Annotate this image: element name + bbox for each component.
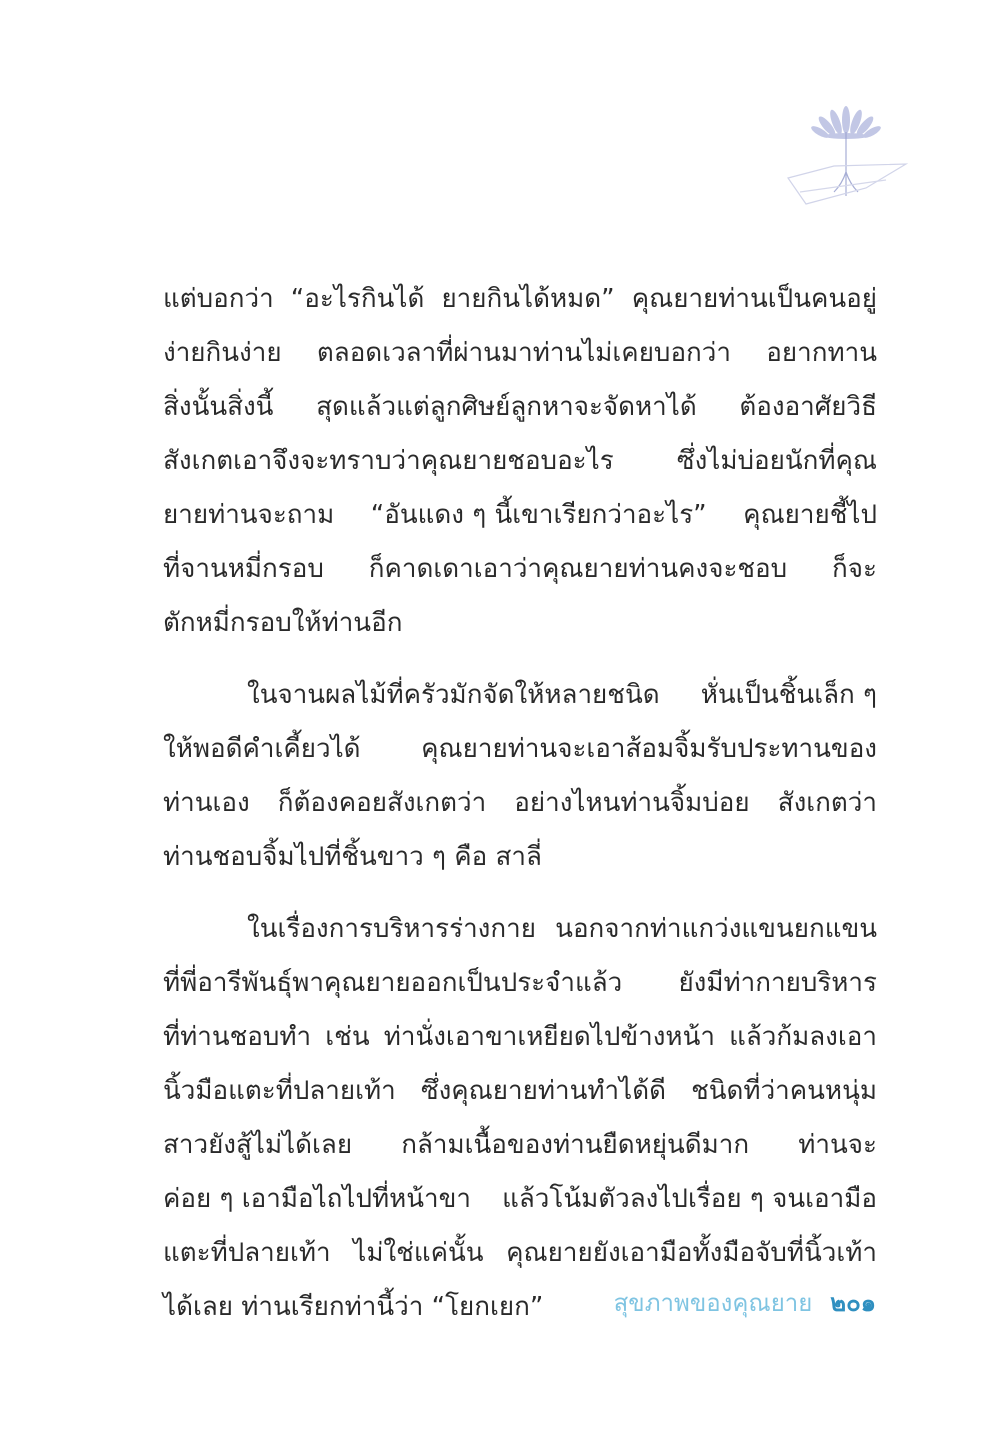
- text-segment: ที่จานหมี่กรอบ: [163, 554, 324, 584]
- text-segment: ให้พอดีคำเคี้ยวได้: [163, 734, 361, 764]
- text-line: [163, 596, 877, 650]
- text-segment: ซึ่งคุณยายท่านทำได้ดี: [420, 1076, 666, 1106]
- text-segment: สิ่งนั้นสิ่งนี้: [163, 392, 274, 422]
- text-line: [163, 830, 877, 884]
- text-segment: ในจานผลไม้ที่ครัวมักจัดให้หลายชนิด: [247, 680, 660, 710]
- text-segment: ได้เลย ท่านเรียกท่านี้ว่า “โยกเยก”: [163, 1292, 544, 1322]
- text-segment: หั่นเป็นชิ้นเล็ก ๆ: [700, 680, 877, 710]
- text-line: [163, 488, 877, 542]
- text-segment: ในเรื่องการบริหารร่างกาย: [247, 914, 536, 944]
- text-line: [163, 1172, 877, 1226]
- text-segment: ท่านเอง: [163, 788, 250, 818]
- text-segment: คุณยายท่านจะเอาส้อมจิ้มรับประทานของ: [421, 734, 877, 764]
- text-segment: สังเกตว่า: [777, 788, 877, 818]
- body-text: [163, 272, 877, 1334]
- text-line: [163, 722, 877, 776]
- text-segment: ก็จะ: [832, 554, 877, 584]
- text-line: [163, 902, 877, 956]
- text-segment: นิ้วมือแตะที่ปลายเท้า: [163, 1076, 396, 1106]
- text-segment: ต้องอาศัยวิธี: [739, 392, 877, 422]
- page-number: ๒๐๑: [830, 1289, 876, 1317]
- text-line: [163, 326, 877, 380]
- text-segment: ยายกินได้หมด”: [441, 284, 615, 314]
- text-segment: ที่พี่อารีพันธุ์พาคุณยายออกเป็นประจำแล้ว: [163, 968, 623, 998]
- text-segment: “อันแดง ๆ นี้เขาเรียกว่าอะไร”: [370, 500, 707, 530]
- text-segment: คุณยายยังเอามือทั้งมือจับที่นิ้วเท้า: [506, 1238, 877, 1268]
- text-line: [163, 1118, 877, 1172]
- text-segment: แล้วโน้มตัวลงไปเรื่อย ๆ จนเอามือ: [502, 1184, 877, 1214]
- text-segment: สังเกตเอาจึงจะทราบว่าคุณยายชอบอะไร: [163, 446, 614, 476]
- text-segment: ง่ายกินง่าย: [163, 338, 282, 368]
- text-line: [163, 380, 877, 434]
- text-segment: แล้วก้มลงเอา: [729, 1022, 877, 1052]
- text-segment: “อะไรกินได้: [290, 284, 425, 314]
- text-segment: ค่อย ๆ เอามือไถไปที่หน้าขา: [163, 1184, 472, 1214]
- text-segment: อยากทาน: [766, 338, 877, 368]
- text-line: [163, 272, 877, 326]
- text-segment: แต่บอกว่า: [163, 284, 274, 314]
- text-line: [163, 956, 877, 1010]
- text-segment: ตักหมี่กรอบให้ท่านอีก: [163, 608, 403, 638]
- text-segment: คุณยายท่านเป็นคนอยู่: [631, 284, 877, 314]
- text-line: [163, 542, 877, 596]
- text-segment: ชนิดที่ว่าคนหนุ่ม: [691, 1076, 877, 1106]
- text-segment: ก็ต้องคอยสังเกตว่า: [277, 788, 487, 818]
- text-segment: ไม่ใช่แค่นั้น: [353, 1238, 484, 1268]
- text-segment: แตะที่ปลายเท้า: [163, 1238, 331, 1268]
- text-segment: ก็คาดเดาเอาว่าคุณยายท่านคงจะชอบ: [368, 554, 788, 584]
- text-segment: สุดแล้วแต่ลูกศิษย์ลูกหาจะจัดหาได้: [316, 392, 697, 422]
- text-segment: ที่ท่านชอบทำ: [163, 1022, 312, 1052]
- text-line: [163, 668, 877, 722]
- text-segment: คุณยายชี้ไป: [743, 500, 877, 530]
- text-line: [163, 776, 877, 830]
- text-segment: เช่น: [325, 1022, 370, 1052]
- text-segment: ยังมีท่ากายบริหาร: [678, 968, 877, 998]
- text-line: [163, 1226, 877, 1280]
- lotus-icon: [786, 92, 908, 212]
- text-line: [163, 434, 877, 488]
- text-segment: อย่างไหนท่านจิ้มบ่อย: [514, 788, 750, 818]
- text-segment: ซึ่งไม่บ่อยนักที่คุณ: [676, 446, 877, 476]
- paragraph: [163, 902, 877, 1334]
- text-segment: สาวยังสู้ไม่ได้เลย: [163, 1130, 353, 1160]
- text-line: [163, 1010, 877, 1064]
- text-segment: ยายท่านจะถาม: [163, 500, 335, 530]
- text-segment: กล้ามเนื้อของท่านยืดหยุ่นดีมาก: [401, 1130, 750, 1160]
- text-segment: ท่านชอบจิ้มไปที่ชิ้นขาว ๆ คือ สาลี่: [163, 842, 542, 872]
- running-title: สุขภาพของคุณยาย: [613, 1289, 813, 1317]
- paragraph: [163, 668, 877, 884]
- text-segment: ท่านั่งเอาขาเหยียดไปข้างหน้า: [383, 1022, 715, 1052]
- text-segment: นอกจากท่าแกว่งแขนยกแขน: [555, 914, 877, 944]
- paragraph: [163, 272, 877, 650]
- text-segment: ท่านจะ: [798, 1130, 877, 1160]
- text-line: [163, 1064, 877, 1118]
- text-segment: ตลอดเวลาที่ผ่านมาท่านไม่เคยบอกว่า: [316, 338, 731, 368]
- page-footer: [560, 1283, 876, 1322]
